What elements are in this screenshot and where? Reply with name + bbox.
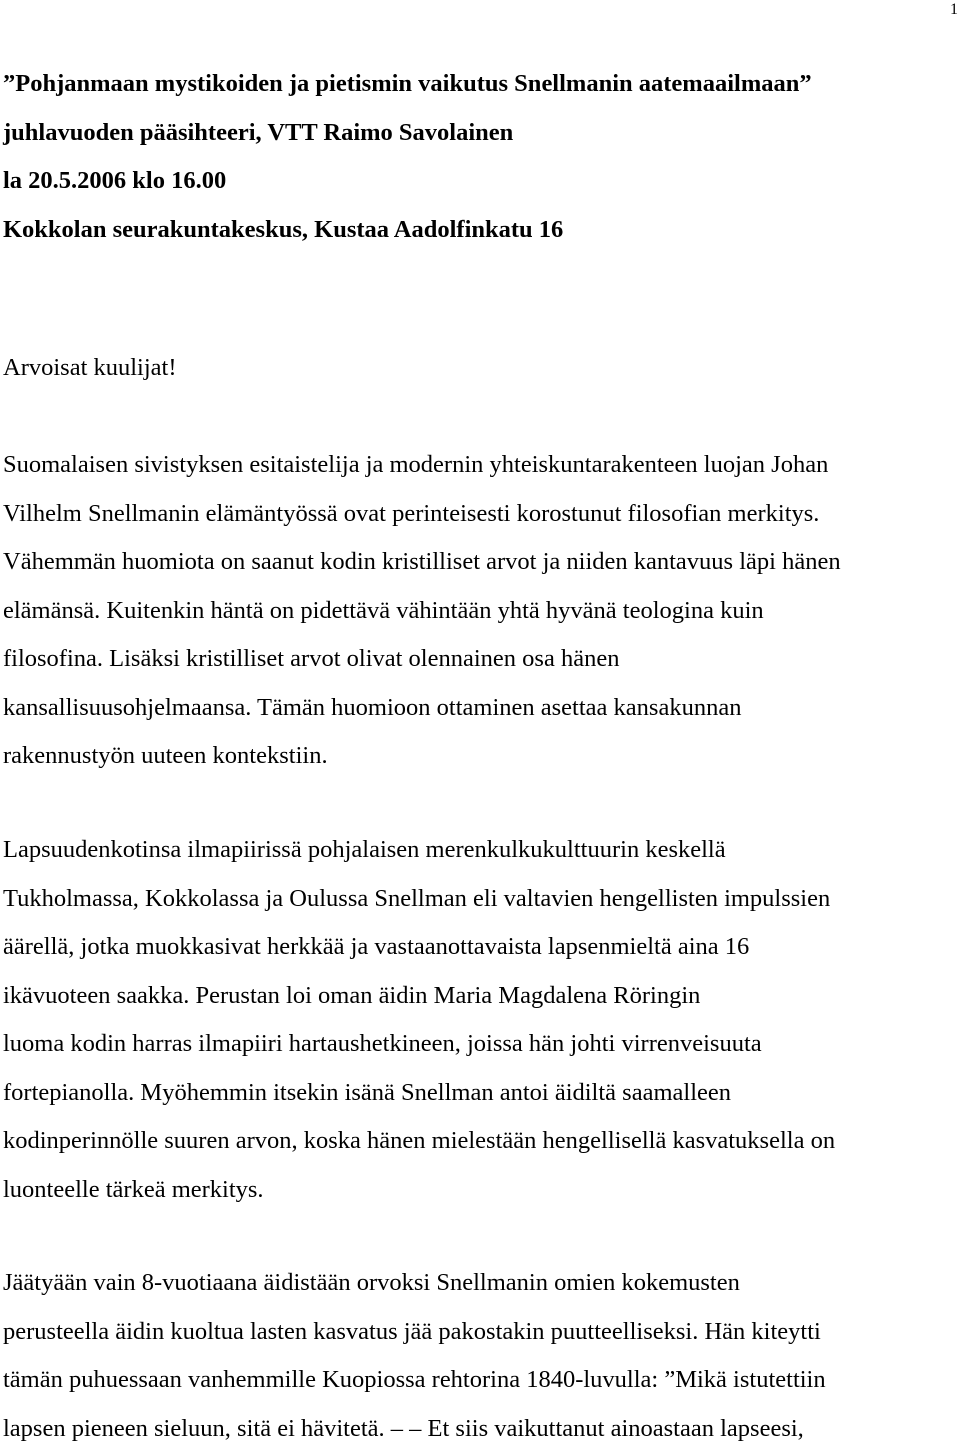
paragraph-3 xyxy=(3,1259,960,1453)
paragraph-line: filosofina. Lisäksi kristilliset arvot olivat olennainen osa hänen xyxy=(3,635,960,684)
paragraph-line: Jäätyään vain 8-vuotiaana äidistään orvoksi Snellmanin omien kokemusten xyxy=(3,1259,960,1308)
paragraph-line: Vähemmän huomiota on saanut kodin kristilliset arvot ja niiden kantavuus läpi hänen xyxy=(3,538,960,587)
paragraph-line: kansallisuusohjelmaansa. Tämän huomioon ottaminen asettaa kansakunnan xyxy=(3,684,960,733)
header-title: ”Pohjanmaan mystikoiden ja pietismin vaikutus Snellmanin aatemaailmaan” xyxy=(3,60,953,109)
paragraph-line: ikävuoteen saakka. Perustan loi oman äidin Maria Magdalena Röringin xyxy=(3,972,960,1021)
header-speaker: juhlavuoden pääsihteeri, VTT Raimo Savolainen xyxy=(3,109,953,158)
paragraph-line: Lapsuudenkotinsa ilmapiirissä pohjalaisen merenkulkukulttuurin keskellä xyxy=(3,826,960,875)
document-header xyxy=(3,60,953,254)
paragraph-line: perusteella äidin kuoltua lasten kasvatus jää pakostakin puutteelliseksi. Hän kiteytti xyxy=(3,1308,960,1357)
paragraph-line: kodinperinnölle suuren arvon, koska hänen mielestään hengellisellä kasvatuksella on xyxy=(3,1117,960,1166)
paragraph-2 xyxy=(3,826,960,1214)
header-location: Kokkolan seurakuntakeskus, Kustaa Aadolfinkatu 16 xyxy=(3,206,953,255)
paragraph-line: luonteelle tärkeä merkitys. xyxy=(3,1166,960,1215)
paragraph-line: Tukholmassa, Kokkolassa ja Oulussa Snellman eli valtavien hengellisten impulssien xyxy=(3,875,960,924)
paragraph-line: elämänsä. Kuitenkin häntä on pidettävä vähintään yhtä hyvänä teologina kuin xyxy=(3,587,960,636)
greeting: Arvoisat kuulijat! xyxy=(3,344,177,393)
paragraph-line: rakennustyön uuteen kontekstiin. xyxy=(3,732,960,781)
paragraph-line: Vilhelm Snellmanin elämäntyössä ovat perinteisesti korostunut filosofian merkitys. xyxy=(3,490,960,539)
header-date: la 20.5.2006 klo 16.00 xyxy=(3,157,953,206)
paragraph-line: lapsen pieneen sieluun, sitä ei hävitetä. – – Et siis vaikuttanut ainoastaan lapseesi, xyxy=(3,1405,960,1453)
paragraph-line: äärellä, jotka muokkasivat herkkää ja vastaanottavaista lapsenmieltä aina 16 xyxy=(3,923,960,972)
paragraph-line: tämän puhuessaan vanhemmille Kuopiossa rehtorina 1840-luvulla: ”Mikä istutettiin xyxy=(3,1356,960,1405)
paragraph-line: Suomalaisen sivistyksen esitaistelija ja modernin yhteiskuntarakenteen luojan Johan xyxy=(3,441,960,490)
paragraph-line: luoma kodin harras ilmapiiri hartaushetkineen, joissa hän johti virrenveisuuta xyxy=(3,1020,960,1069)
paragraph-line: fortepianolla. Myöhemmin itsekin isänä Snellman antoi äidiltä saamalleen xyxy=(3,1069,960,1118)
page-number: 1 xyxy=(950,0,958,20)
paragraph-1 xyxy=(3,441,960,781)
